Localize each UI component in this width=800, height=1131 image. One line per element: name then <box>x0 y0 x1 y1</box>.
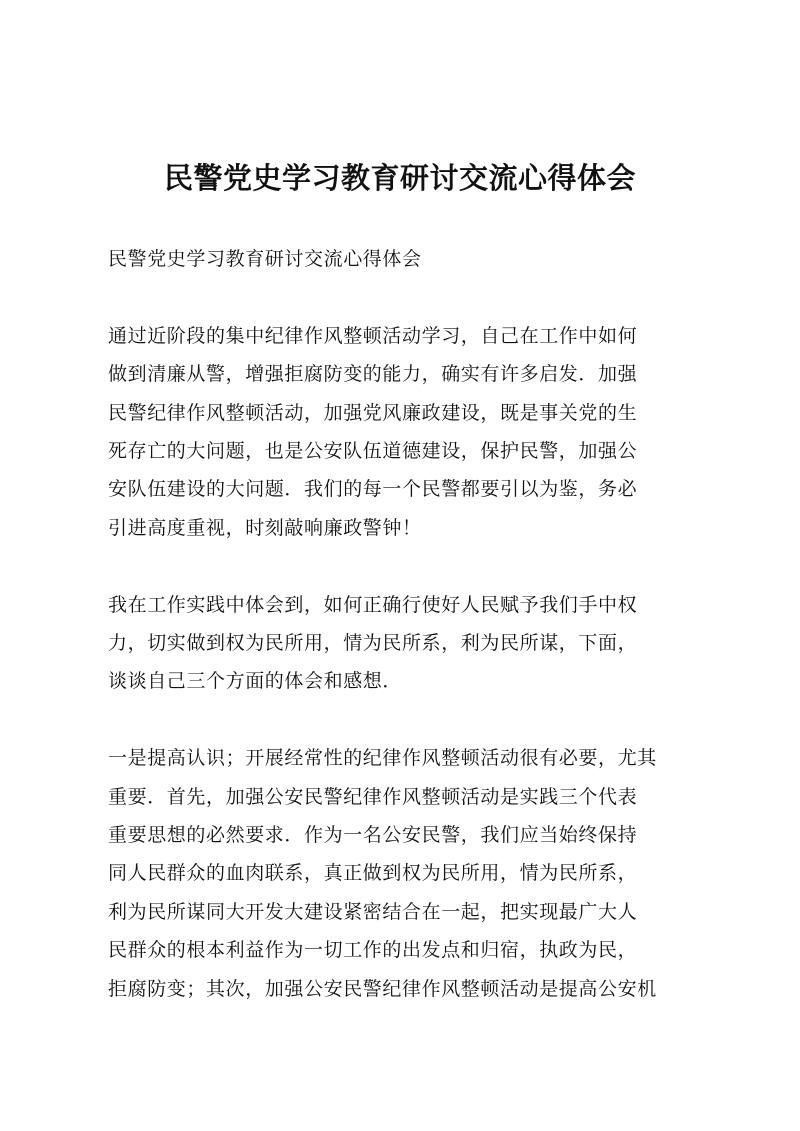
document-body <box>108 240 698 1008</box>
paragraph-line: 做到清廉从警，增强拒腐防变的能力，确实有许多启发．加强 <box>108 363 638 386</box>
paragraph-line: 利为民所谋同大开发大建设紧密结合在一起，把实现最广大人 <box>108 900 638 923</box>
paragraph-gap <box>108 547 698 585</box>
document-title: 民警党史学习教育研讨交流心得体会 <box>163 161 636 195</box>
paragraph-2 <box>108 586 698 701</box>
paragraph-line: 引进高度重视，时刻敲响廉政警钟！ <box>108 516 422 539</box>
paragraph-line: 谈谈自己三个方面的体会和感想． <box>108 670 403 693</box>
paragraph-1 <box>108 317 698 547</box>
paragraph-gap <box>108 701 698 739</box>
paragraph-line: 力，切实做到权为民所用，情为民所系，利为民所谋，下面， <box>108 632 638 655</box>
paragraph-line: 一是提高认识；开展经常性的纪律作风整顿活动很有必要，尤其 <box>108 747 657 770</box>
paragraph-line: 死存亡的大问题，也是公安队伍道德建设，保护民警，加强公 <box>108 440 638 463</box>
paragraph-line: 民群众的根本利益作为一切工作的出发点和归宿，执政为民， <box>108 939 638 962</box>
paragraph-line: 安队伍建设的大问题．我们的每一个民警都要引以为鉴，务必 <box>108 478 638 501</box>
paragraph-line: 民警纪律作风整顿活动，加强党风廉政建设，既是事关党的生 <box>108 401 638 424</box>
paragraph-line: 拒腐防变；其次，加强公安民警纪律作风整顿活动是提高公安机 <box>108 977 657 1000</box>
document-subtitle <box>108 240 698 278</box>
paragraph-line: 重要．首先，加强公安民警纪律作风整顿活动是实践三个代表 <box>108 785 638 808</box>
paragraph-gap <box>108 278 698 316</box>
paragraph-line: 重要思想的必然要求．作为一名公安民警，我们应当始终保持 <box>108 824 638 847</box>
paragraph-3 <box>108 739 698 1008</box>
paragraph-line: 同人民群众的血肉联系，真正做到权为民所用，情为民所系， <box>108 862 638 885</box>
paragraph-line: 我在工作实践中体会到，如何正确行使好人民赋予我们手中权 <box>108 593 638 616</box>
paragraph-line: 通过近阶段的集中纪律作风整顿活动学习，自己在工作中如何 <box>108 324 638 347</box>
subtitle-line: 民警党史学习教育研讨交流心得体会 <box>108 248 422 270</box>
